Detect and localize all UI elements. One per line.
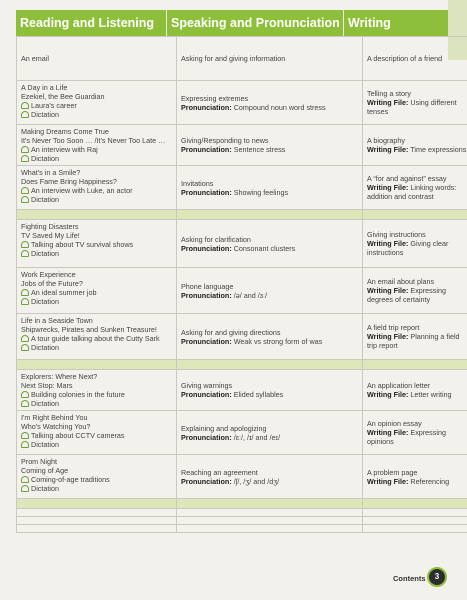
table-row xyxy=(17,370,467,411)
writing-file-label: Writing File: xyxy=(367,98,409,107)
pronunciation-label: Pronunciation: xyxy=(181,290,232,300)
header-speaking-pronunciation: Speaking and Pronunciation xyxy=(167,10,344,36)
writing-cell xyxy=(363,166,467,210)
reading-line xyxy=(21,297,172,306)
reading-line xyxy=(21,399,172,408)
unit-title: Fighting Disasters xyxy=(21,222,79,231)
reading-line xyxy=(21,168,172,177)
reading-line xyxy=(21,431,172,440)
writing-file-line xyxy=(367,332,467,350)
dictation-label: Dictation xyxy=(31,440,59,449)
table-row xyxy=(17,411,467,455)
speaking-cell xyxy=(177,81,363,125)
reading-line xyxy=(21,177,172,186)
reading-line xyxy=(21,231,172,240)
reading-line xyxy=(21,186,172,195)
section-band xyxy=(17,360,467,370)
unit-title: Life in a Seaside Town xyxy=(21,316,93,325)
speaking-function: Asking for and giving information xyxy=(181,54,286,63)
empty-cell xyxy=(363,509,467,517)
table-row xyxy=(17,220,467,268)
pronunciation-line xyxy=(181,188,358,197)
pronunciation-label: Pronunciation: xyxy=(181,432,232,442)
pronunciation-line xyxy=(181,390,358,399)
empty-cell xyxy=(177,509,363,517)
speaking-cell xyxy=(177,268,363,314)
table-row xyxy=(17,37,467,81)
speaking-cell xyxy=(177,220,363,268)
unit-title: A Day in a Life xyxy=(21,83,68,92)
listening-text: Talking about TV survival shows xyxy=(31,240,134,249)
reading-text: Shipwrecks, Pirates and Sunken Treasure! xyxy=(21,325,157,334)
reading-text: Coming of Age xyxy=(21,466,69,475)
reading-line xyxy=(21,127,172,136)
reading-line xyxy=(21,222,172,231)
writing-file-line xyxy=(367,477,467,486)
reading-cell xyxy=(17,220,177,268)
section-band xyxy=(17,210,467,220)
reading-text: Next Stop: Mars xyxy=(21,381,73,390)
writing-cell xyxy=(363,220,467,268)
writing-task: An application letter xyxy=(367,381,431,390)
writing-task: Giving instructions xyxy=(367,230,426,239)
audio-icon xyxy=(21,102,29,109)
pronunciation-focus: Sentence stress xyxy=(233,145,286,154)
writing-cell xyxy=(363,125,467,166)
writing-cell xyxy=(363,37,467,81)
pronunciation-focus: Consonant clusters xyxy=(233,243,296,253)
writing-task: A problem page xyxy=(367,467,418,477)
dictation-label: Dictation xyxy=(31,249,59,258)
reading-cell xyxy=(17,370,177,411)
table-row xyxy=(17,455,467,499)
reading-line xyxy=(21,145,172,154)
band-cell xyxy=(17,360,177,370)
audio-icon xyxy=(21,289,29,296)
reading-cell xyxy=(17,268,177,314)
reading-line xyxy=(21,334,172,343)
listening-text: Coming-of-age traditions xyxy=(31,475,110,484)
table-row xyxy=(17,314,467,360)
dictation-label: Dictation xyxy=(31,399,59,408)
reading-cell xyxy=(17,125,177,166)
band-cell xyxy=(17,210,177,220)
reading-line xyxy=(21,475,172,484)
speaking-function: Giving/Responding to news xyxy=(181,136,269,145)
reading-cell xyxy=(17,37,177,81)
writing-file-label: Writing File: xyxy=(367,286,409,295)
reading-text: Does Fame Bring Happiness? xyxy=(21,177,117,186)
writing-file-focus: Planning a field trip report xyxy=(367,332,460,350)
dictation-label: Dictation xyxy=(31,110,59,119)
empty-cell xyxy=(17,499,177,509)
writing-task: A “for and against” essay xyxy=(367,174,447,183)
listening-text: Laura's career xyxy=(31,101,77,110)
empty-cell xyxy=(17,509,177,517)
writing-file-focus: Referencing xyxy=(410,476,450,486)
pronunciation-focus: Compound noun word stress xyxy=(233,102,326,112)
table-row xyxy=(17,268,467,314)
writing-file-line xyxy=(367,145,467,154)
reading-line xyxy=(21,457,172,466)
pronunciation-focus: Elided syllables xyxy=(233,390,284,399)
reading-line xyxy=(21,110,172,119)
unit-title: What's in a Smile? xyxy=(21,168,81,177)
pronunciation-label: Pronunciation: xyxy=(181,476,232,486)
writing-file-line xyxy=(367,239,467,257)
empty-cell xyxy=(17,517,177,525)
listening-text: An interview with Raj xyxy=(31,145,98,154)
reading-line xyxy=(21,325,172,334)
reading-text: Jobs of the Future? xyxy=(21,279,83,288)
speaking-cell xyxy=(177,455,363,499)
reading-line xyxy=(21,279,172,288)
pronunciation-label: Pronunciation: xyxy=(181,145,232,154)
table-row xyxy=(17,166,467,210)
reading-line xyxy=(21,381,172,390)
audio-icon xyxy=(21,476,29,483)
dictation-label: Dictation xyxy=(31,297,59,306)
pronunciation-line xyxy=(181,477,358,486)
writing-file-focus: Time expressions xyxy=(410,145,467,154)
footer-label: Contents xyxy=(393,574,426,583)
band-cell xyxy=(177,360,363,370)
writing-task: A description of a friend xyxy=(367,54,443,63)
reading-line xyxy=(21,390,172,399)
pronunciation-line xyxy=(181,291,358,300)
writing-file-label: Writing File: xyxy=(367,428,409,437)
reading-line xyxy=(21,288,172,297)
writing-cell xyxy=(363,81,467,125)
writing-cell xyxy=(363,370,467,411)
audio-icon xyxy=(21,241,29,248)
reading-title: An email xyxy=(21,54,49,63)
reading-line xyxy=(21,316,172,325)
empty-row xyxy=(17,525,467,533)
empty-row xyxy=(17,499,467,509)
writing-file-label: Writing File: xyxy=(367,183,409,192)
reading-line xyxy=(21,83,172,92)
audio-icon xyxy=(21,155,29,162)
audio-icon xyxy=(21,196,29,203)
empty-cell xyxy=(363,525,467,533)
dictation-label: Dictation xyxy=(31,154,59,163)
speaking-cell xyxy=(177,37,363,81)
audio-icon xyxy=(21,391,29,398)
speaking-function: Invitations xyxy=(181,178,214,188)
reading-line xyxy=(21,270,172,279)
dictation-label: Dictation xyxy=(31,484,59,493)
writing-cell xyxy=(363,268,467,314)
pronunciation-line xyxy=(181,337,358,346)
reading-text: TV Saved My Life! xyxy=(21,231,80,240)
speaking-cell xyxy=(177,411,363,455)
speaking-function: Asking for and giving directions xyxy=(181,327,281,337)
pronunciation-label: Pronunciation: xyxy=(181,390,232,399)
listening-text: Talking about CCTV cameras xyxy=(31,431,125,440)
reading-cell xyxy=(17,314,177,360)
unit-title: Making Dreams Come True xyxy=(21,127,109,136)
table-row xyxy=(17,81,467,125)
pronunciation-line xyxy=(181,145,358,154)
reading-line xyxy=(21,240,172,249)
writing-file-focus: Using different tenses xyxy=(367,98,457,116)
reading-line xyxy=(21,249,172,258)
speaking-function: Asking for clarification xyxy=(181,234,251,244)
reading-text: Who's Watching You? xyxy=(21,422,91,431)
empty-row xyxy=(17,509,467,517)
writing-task: An email about plans xyxy=(367,277,435,286)
reading-line xyxy=(21,413,172,422)
reading-text: Ezekiel, the Bee Guardian xyxy=(21,92,105,101)
writing-file-line xyxy=(367,390,467,399)
writing-file-focus: Expressing degrees of certainty xyxy=(367,286,446,304)
unit-title: Work Experience xyxy=(21,270,76,279)
pronunciation-label: Pronunciation: xyxy=(181,336,232,346)
reading-line xyxy=(21,101,172,110)
page-number: 3 xyxy=(427,567,447,587)
empty-cell xyxy=(363,499,467,509)
writing-file-label: Writing File: xyxy=(367,476,409,486)
writing-file-line xyxy=(367,428,467,446)
writing-file-line xyxy=(367,183,467,201)
reading-cell xyxy=(17,411,177,455)
audio-icon xyxy=(21,441,29,448)
speaking-function: Phone language xyxy=(181,281,234,291)
pronunciation-focus: Weak vs strong form of was xyxy=(233,336,323,346)
writing-file-label: Writing File: xyxy=(367,145,409,154)
speaking-cell xyxy=(177,314,363,360)
listening-text: A tour guide talking about the Cutty Sark xyxy=(31,334,160,343)
unit-title: I'm Right Behind You xyxy=(21,413,88,422)
reading-cell xyxy=(17,455,177,499)
writing-cell xyxy=(363,314,467,360)
contents-table xyxy=(16,36,467,533)
pronunciation-focus: /ʃ/, /ʒ/ and /dʒ/ xyxy=(233,476,280,486)
reading-line xyxy=(21,372,172,381)
writing-cell xyxy=(363,455,467,499)
pronunciation-label: Pronunciation: xyxy=(181,187,232,197)
reading-line xyxy=(21,136,172,145)
table-row xyxy=(17,125,467,166)
writing-file-focus: Expressing opinions xyxy=(367,428,446,446)
writing-file-line xyxy=(367,98,467,116)
band-cell xyxy=(177,210,363,220)
writing-task: A field trip report xyxy=(367,323,420,332)
reading-line xyxy=(21,484,172,493)
header-reading-listening: Reading and Listening xyxy=(16,10,167,36)
speaking-function: Expressing extremes xyxy=(181,93,249,103)
pronunciation-focus: /ɛː/, /ɪ/ and /eɪ/ xyxy=(233,432,281,442)
pronunciation-focus: /ə/ and /ɜː/ xyxy=(233,290,267,300)
empty-cell xyxy=(17,525,177,533)
listening-text: Building colonies in the future xyxy=(31,390,125,399)
speaking-function: Giving warnings xyxy=(181,381,233,390)
reading-line xyxy=(21,92,172,101)
pronunciation-label: Pronunciation: xyxy=(181,243,232,253)
audio-icon xyxy=(21,111,29,118)
reading-line xyxy=(21,154,172,163)
speaking-function: Explaining and apologizing xyxy=(181,423,267,433)
writing-task: A biography xyxy=(367,136,405,145)
pronunciation-focus: Showing feelings xyxy=(233,187,289,197)
unit-title: Explorers: Where Next? xyxy=(21,372,98,381)
writing-task: Telling a story xyxy=(367,89,411,98)
audio-icon xyxy=(21,250,29,257)
speaking-cell xyxy=(177,125,363,166)
speaking-cell xyxy=(177,370,363,411)
empty-cell xyxy=(363,517,467,525)
header-writing: Writing xyxy=(348,16,391,30)
listening-text: An ideal summer job xyxy=(31,288,97,297)
reading-line xyxy=(21,466,172,475)
dictation-label: Dictation xyxy=(31,343,59,352)
empty-cell xyxy=(177,525,363,533)
reading-cell xyxy=(17,166,177,210)
writing-task: An opinion essay xyxy=(367,419,422,428)
empty-cell xyxy=(177,517,363,525)
listening-text: An interview with Luke, an actor xyxy=(31,186,133,195)
audio-icon xyxy=(21,187,29,194)
reading-cell xyxy=(17,81,177,125)
pronunciation-label: Pronunciation: xyxy=(181,102,232,112)
pronunciation-line xyxy=(181,103,358,112)
audio-icon xyxy=(21,485,29,492)
writing-file-focus: Linking words: addition and contrast xyxy=(367,183,457,201)
table-header xyxy=(16,10,448,36)
reading-line xyxy=(21,195,172,204)
reading-text: It's Never Too Soon … /It's Never Too Late … xyxy=(21,136,166,145)
pronunciation-line xyxy=(181,433,358,442)
writing-file-line xyxy=(367,286,467,304)
speaking-cell xyxy=(177,166,363,210)
audio-icon xyxy=(21,400,29,407)
pronunciation-line xyxy=(181,244,358,253)
writing-file-focus: Giving clear instructions xyxy=(367,239,449,257)
empty-row xyxy=(17,517,467,525)
audio-icon xyxy=(21,298,29,305)
writing-file-label: Writing File: xyxy=(367,332,409,341)
audio-icon xyxy=(21,146,29,153)
dictation-label: Dictation xyxy=(31,195,59,204)
audio-icon xyxy=(21,432,29,439)
reading-line xyxy=(21,343,172,352)
band-cell xyxy=(363,360,467,370)
audio-icon xyxy=(21,335,29,342)
writing-file-label: Writing File: xyxy=(367,239,409,248)
writing-file-label: Writing File: xyxy=(367,390,409,399)
reading-line xyxy=(21,422,172,431)
band-cell xyxy=(363,210,467,220)
audio-icon xyxy=(21,344,29,351)
unit-title: Prom Night xyxy=(21,457,57,466)
reading-line xyxy=(21,440,172,449)
empty-cell xyxy=(177,499,363,509)
writing-file-focus: Letter writing xyxy=(410,390,452,399)
writing-cell xyxy=(363,411,467,455)
speaking-function: Reaching an agreement xyxy=(181,467,258,477)
